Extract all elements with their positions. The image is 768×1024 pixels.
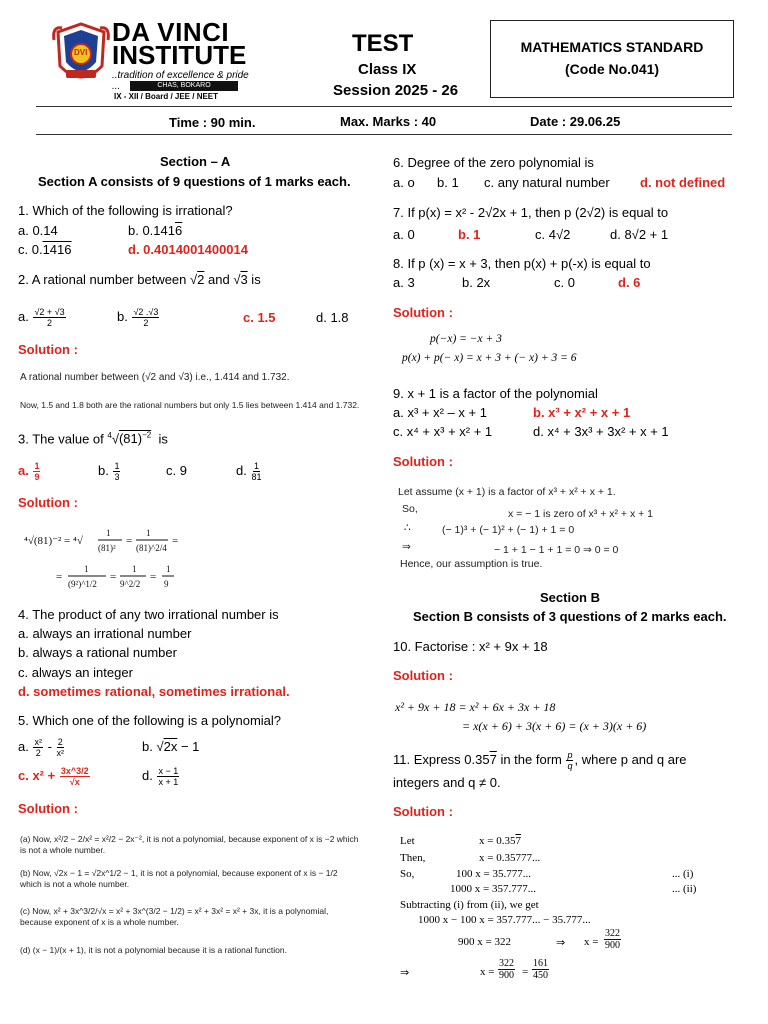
svg-text:=: =	[150, 571, 157, 583]
svg-text:1: 1	[106, 528, 111, 538]
q11-sol-arrow2: ⇒	[400, 967, 410, 979]
q3-option-c: c. 9	[166, 463, 187, 478]
section-b-title: Section B	[540, 590, 600, 605]
subject-code: (Code No.041)	[564, 61, 660, 77]
svg-text:(9²)^1/2: (9²)^1/2	[68, 579, 97, 589]
q4-option-d-correct: d. sometimes rational, sometimes irrational.	[18, 684, 290, 699]
q11-sol-fraction3: 161 450	[533, 958, 548, 981]
q5-solution-a: (a) Now, x²/2 − 2/x² = x²/2 − 2x⁻², it is not a polynomial, because exponent of x is −2 which is not a whole number.	[20, 834, 359, 855]
svg-text:⁴√(81)⁻² = ⁴√: ⁴√(81)⁻² = ⁴√	[24, 535, 83, 547]
q7-text: 7. If p(x) = x² - 2√2x + 1, then p (2√2) is equal to	[393, 205, 669, 220]
q11-sol-tag1: ... (i)	[672, 868, 694, 880]
q1-option-b: b. 0.1416	[128, 223, 183, 238]
institute-name-line1: DA VINCI	[112, 17, 230, 47]
q2-solution-line1: A rational number between (√2 and √3) i.e., 1.414 and 1.732.	[20, 372, 290, 383]
svg-text:1: 1	[166, 564, 171, 574]
q11-text-line2: integers and q ≠ 0.	[393, 775, 501, 790]
institute-tagline: ..tradition of excellence & pride ...	[112, 70, 249, 92]
q11-sol-let: Let	[400, 835, 415, 847]
q11-sol-then: Then,	[400, 852, 426, 864]
section-a-subtitle: Section A consists of 9 questions of 1 marks each.	[38, 174, 351, 189]
institute-location: CHAS, BOKARO	[130, 81, 238, 91]
q5-solution-d: (d) (x − 1)/(x + 1), it is not a polynomial because it is a rational function.	[20, 945, 287, 955]
q11-sol-equals: =	[522, 966, 529, 978]
subject-name: MATHEMATICS STANDARD	[520, 39, 704, 55]
q9-text: 9. x + 1 is a factor of the polynomial	[393, 386, 598, 401]
q9-solution-line3: (− 1)³ + (− 1)² + (− 1) + 1 = 0	[442, 524, 575, 536]
q2-option-b: b. $\frac{√2 .√3}{2}$	[117, 307, 159, 328]
institute-courses: IX - XII / Board / JEE / NEET	[114, 92, 219, 101]
q5-option-c-correct: c. x² + $\frac{3x\^{}3/2}{√x}$	[18, 766, 89, 787]
q9-solution-therefore: ∴	[404, 522, 411, 534]
q10-solution-line2: = x(x + 6) + 3(x + 6) = (x + 3)(x + 6)	[462, 719, 647, 733]
q5-solution-label: Solution :	[18, 801, 78, 816]
q4-option-b: b. always a rational number	[18, 645, 177, 660]
logo-text: DVI	[74, 48, 88, 57]
q10-text: 10. Factorise : x² + 9x + 18	[393, 639, 548, 654]
q8-text: 8. If p (x) = x + 3, then p(x) + p(-x) is equal to	[393, 256, 651, 271]
svg-text:1: 1	[84, 564, 89, 574]
svg-text:=: =	[56, 571, 63, 583]
q6-option-d-correct: d. not defined	[640, 175, 726, 190]
svg-text:1: 1	[146, 528, 151, 538]
q5-text: 5. Which one of the following is a polynomial?	[18, 713, 282, 728]
q2-solution-line2: Now, 1.5 and 1.8 both are the rational numbers but only 1.5 lies between 1.414 and 1.732.	[20, 400, 360, 410]
q9-option-a: a. x³ + x² – x + 1	[393, 405, 487, 420]
q3-text: 3. The value of $^4√(81)^{-2}$ is	[18, 431, 168, 447]
q5-solution-b: (b) Now, √2x − 1 = √2x^1/2 − 1, it is not a polynomial, because exponent of x is − 1/2 which is not a whole number.	[20, 868, 338, 889]
q1-option-a: a. 0.14	[18, 223, 58, 238]
q11-text: 11. Express 0.357 in the form $\frac{p}{q}$ , where p and q are	[393, 750, 687, 771]
q11-sol-arrow1: ⇒	[556, 937, 566, 949]
q5-option-d: d. $\frac{x - 1}{x + 1}$	[142, 766, 179, 787]
q11-sol-fraction1: 322 900	[605, 928, 620, 951]
section-b-subtitle: Section B consists of 3 questions of 2 marks each.	[413, 609, 727, 624]
svg-text:=: =	[172, 535, 179, 547]
header-divider-bottom	[36, 134, 732, 135]
q6-option-c: c. any natural number	[484, 175, 610, 190]
q11-sol-xeq1: x =	[584, 936, 599, 948]
q9-solution-line2: x = − 1 is zero of x³ + x² + x + 1	[508, 508, 654, 520]
q7-option-b-correct: b. 1	[458, 227, 481, 242]
q2-option-a: a. $\frac{√2 + √3}{2}$	[18, 307, 65, 328]
session-label: Session 2025 - 26	[333, 82, 459, 99]
max-marks-label: Max. Marks : 40	[340, 114, 437, 129]
q5-option-b: b. √2x − 1	[142, 739, 200, 754]
q4-option-a: a. always an irrational number	[18, 626, 192, 641]
q2-option-c-correct: c. 1.5	[243, 310, 276, 325]
q3-solution-label: Solution :	[18, 495, 78, 510]
q8-option-d-correct: d. 6	[618, 275, 641, 290]
q11-sol-eq1: 100 x = 35.777...	[456, 868, 531, 880]
q9-solution-label: Solution :	[393, 454, 453, 469]
q2-option-d: d. 1.8	[316, 310, 349, 325]
date-label: Date : 29.06.25	[530, 114, 621, 129]
q8-solution-line2: p(x) + p(− x) = x + 3 + (− x) + 3 = 6	[402, 352, 577, 364]
q1-option-c: c. 0.1416	[18, 242, 72, 257]
q3-option-a-correct: a. $\frac{1}{9}$	[18, 461, 40, 482]
q11-sol-then-eq: x = 0.35777...	[479, 852, 541, 864]
q7-option-a: a. 0	[393, 227, 415, 242]
q8-solution-line1: p(−x) = −x + 3	[430, 333, 502, 345]
q11-sol-let-eq: x = 0.357	[479, 835, 521, 847]
q3-option-d: d. $\frac{1}{81}$	[236, 461, 262, 482]
q1-option-d-correct: d. 0.4014001400014	[128, 242, 248, 257]
q8-option-a: a. 3	[393, 275, 415, 290]
q11-sol-subtract: Subtracting (i) from (ii), we get	[400, 899, 539, 911]
q9-option-d: d. x⁴ + 3x³ + 3x² + x + 1	[533, 424, 669, 439]
q11-sol-fraction2: 322 900	[499, 958, 514, 981]
svg-text:1: 1	[132, 564, 137, 574]
q6-option-b: b. 1	[437, 175, 459, 190]
q4-option-c: c. always an integer	[18, 665, 133, 680]
q3-solution-working	[22, 522, 192, 594]
q9-solution-line1: Let assume (x + 1) is a factor of x³ + x² + x + 1.	[398, 486, 616, 498]
section-a-title: Section – A	[160, 154, 231, 169]
q11-sol-eq2: 1000 x = 357.777...	[450, 883, 536, 895]
q10-solution-line1: x² + 9x + 18 = x² + 6x + 3x + 18	[395, 700, 556, 714]
crest-icon	[52, 22, 110, 92]
svg-text:=: =	[126, 535, 133, 547]
svg-text:9^2/2: 9^2/2	[120, 579, 141, 589]
svg-text:9: 9	[164, 579, 169, 589]
time-label: Time : 90 min.	[169, 115, 256, 130]
q4-text: 4. The product of any two irrational number is	[18, 607, 279, 622]
q5-option-a: a. $\frac{\text{x²}}{2}$ - $\frac{2}{\text{x²}}$	[18, 737, 65, 758]
q9-option-c: c. x⁴ + x³ + x² + 1	[393, 424, 493, 439]
svg-text:(81)²: (81)²	[98, 543, 116, 553]
q9-solution-implies: ⇒	[402, 541, 411, 553]
q10-solution-label: Solution :	[393, 668, 453, 683]
svg-text:(81)^2/4: (81)^2/4	[136, 543, 167, 553]
q9-solution-so: So,	[402, 503, 418, 515]
q11-solution-label: Solution :	[393, 804, 453, 819]
svg-text:=: =	[110, 571, 117, 583]
q2-text: 2. A rational number between √2 and √3 is	[18, 272, 261, 287]
q7-option-d: d. 8√2 + 1	[610, 227, 669, 242]
q3-option-b: b. $\frac{1}{3}$	[98, 461, 120, 482]
header-divider-top	[36, 106, 732, 107]
q9-option-b-correct: b. x³ + x² + x + 1	[533, 405, 631, 420]
q8-option-b: b. 2x	[462, 275, 491, 290]
q11-sol-so: So,	[400, 868, 415, 880]
q9-solution-conclusion: Hence, our assumption is true.	[400, 558, 543, 570]
q1-text: 1. Which of the following is irrational?	[18, 203, 233, 218]
institute-name-line2: INSTITUTE	[112, 40, 247, 70]
q11-sol-xeq2: x =	[480, 966, 495, 978]
q8-option-c: c. 0	[554, 275, 575, 290]
q11-sol-subtract-eq: 1000 x − 100 x = 357.777... − 35.777...	[418, 914, 591, 926]
institute-logo	[52, 17, 252, 101]
q6-text: 6. Degree of the zero polynomial is	[393, 155, 594, 170]
q8-solution-label: Solution :	[393, 305, 453, 320]
q6-option-a: a. o	[393, 175, 415, 190]
q7-option-c: c. 4√2	[535, 227, 571, 242]
q11-sol-tag2: ... (ii)	[672, 883, 697, 895]
q11-sol-eq3: 900 x = 322	[458, 936, 511, 948]
q9-solution-line4: − 1 + 1 − 1 + 1 = 0 ⇒ 0 = 0	[494, 544, 619, 556]
class-label: Class IX	[358, 61, 417, 78]
subject-box	[490, 20, 734, 98]
q5-solution-c: (c) Now, x² + 3x^3/2/√x = x² + 3x^(3/2 − 1/2) = x² + 3x² = x² + 3x, it is a polynomial, because exponent of x is a whole number.	[20, 906, 329, 927]
test-title: TEST	[352, 30, 414, 57]
q2-solution-label: Solution :	[18, 342, 78, 357]
